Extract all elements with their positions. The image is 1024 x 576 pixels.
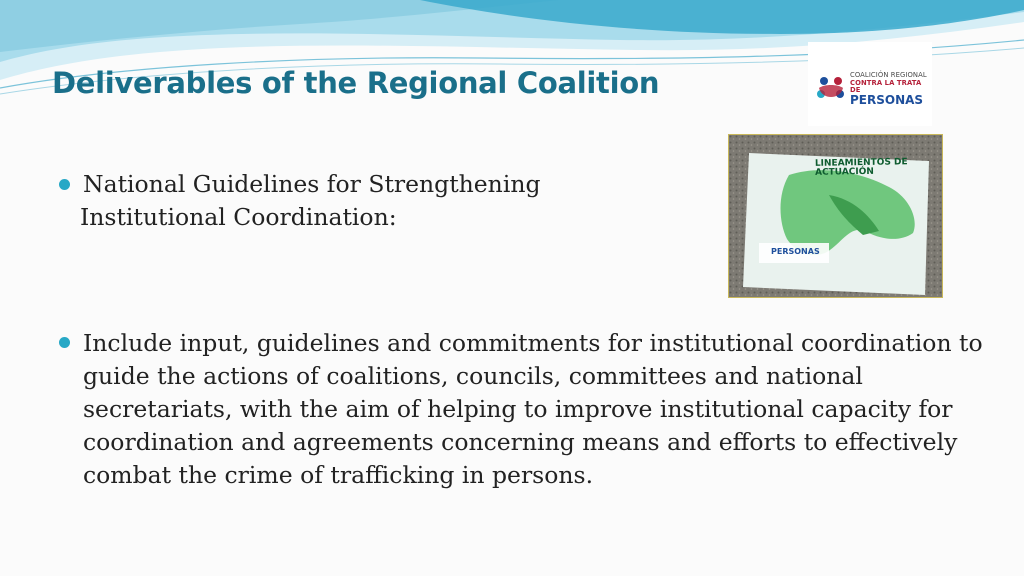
page-title: Deliverables of the Regional Coalition bbox=[52, 66, 660, 100]
logo-text-line2: CONTRA LA TRATA DE bbox=[850, 78, 922, 94]
book-photo bbox=[728, 134, 943, 298]
bullet-item-description: Include input, guidelines and commitments for institutional coordination to guide the actions of coalitions, councils, committees and national secretariats, with the aim of helping to improve institutional capacity for coordination and agreements concerning means and efforts to effectively combat the crime of trafficking in persons. bbox=[83, 329, 983, 489]
logo-text-line1: COALICIÓN REGIONAL bbox=[850, 71, 927, 79]
bullet-text-line2: Institutional Coordination: bbox=[80, 203, 397, 231]
bullet-item-guidelines bbox=[80, 168, 703, 234]
book-cover-logo-text: PERSONAS bbox=[771, 247, 820, 256]
coalition-logo bbox=[808, 42, 932, 126]
bullet-text-line1: National Guidelines for Strengthening bbox=[83, 170, 541, 198]
logo-text-line3: PERSONAS bbox=[850, 93, 924, 108]
bullet-icon bbox=[59, 337, 70, 348]
book-cover-title: LINEAMIENTOS DE ACTUACIÓN bbox=[814, 157, 908, 179]
bullet-icon bbox=[59, 179, 70, 190]
coalition-emblem-icon bbox=[814, 72, 848, 106]
